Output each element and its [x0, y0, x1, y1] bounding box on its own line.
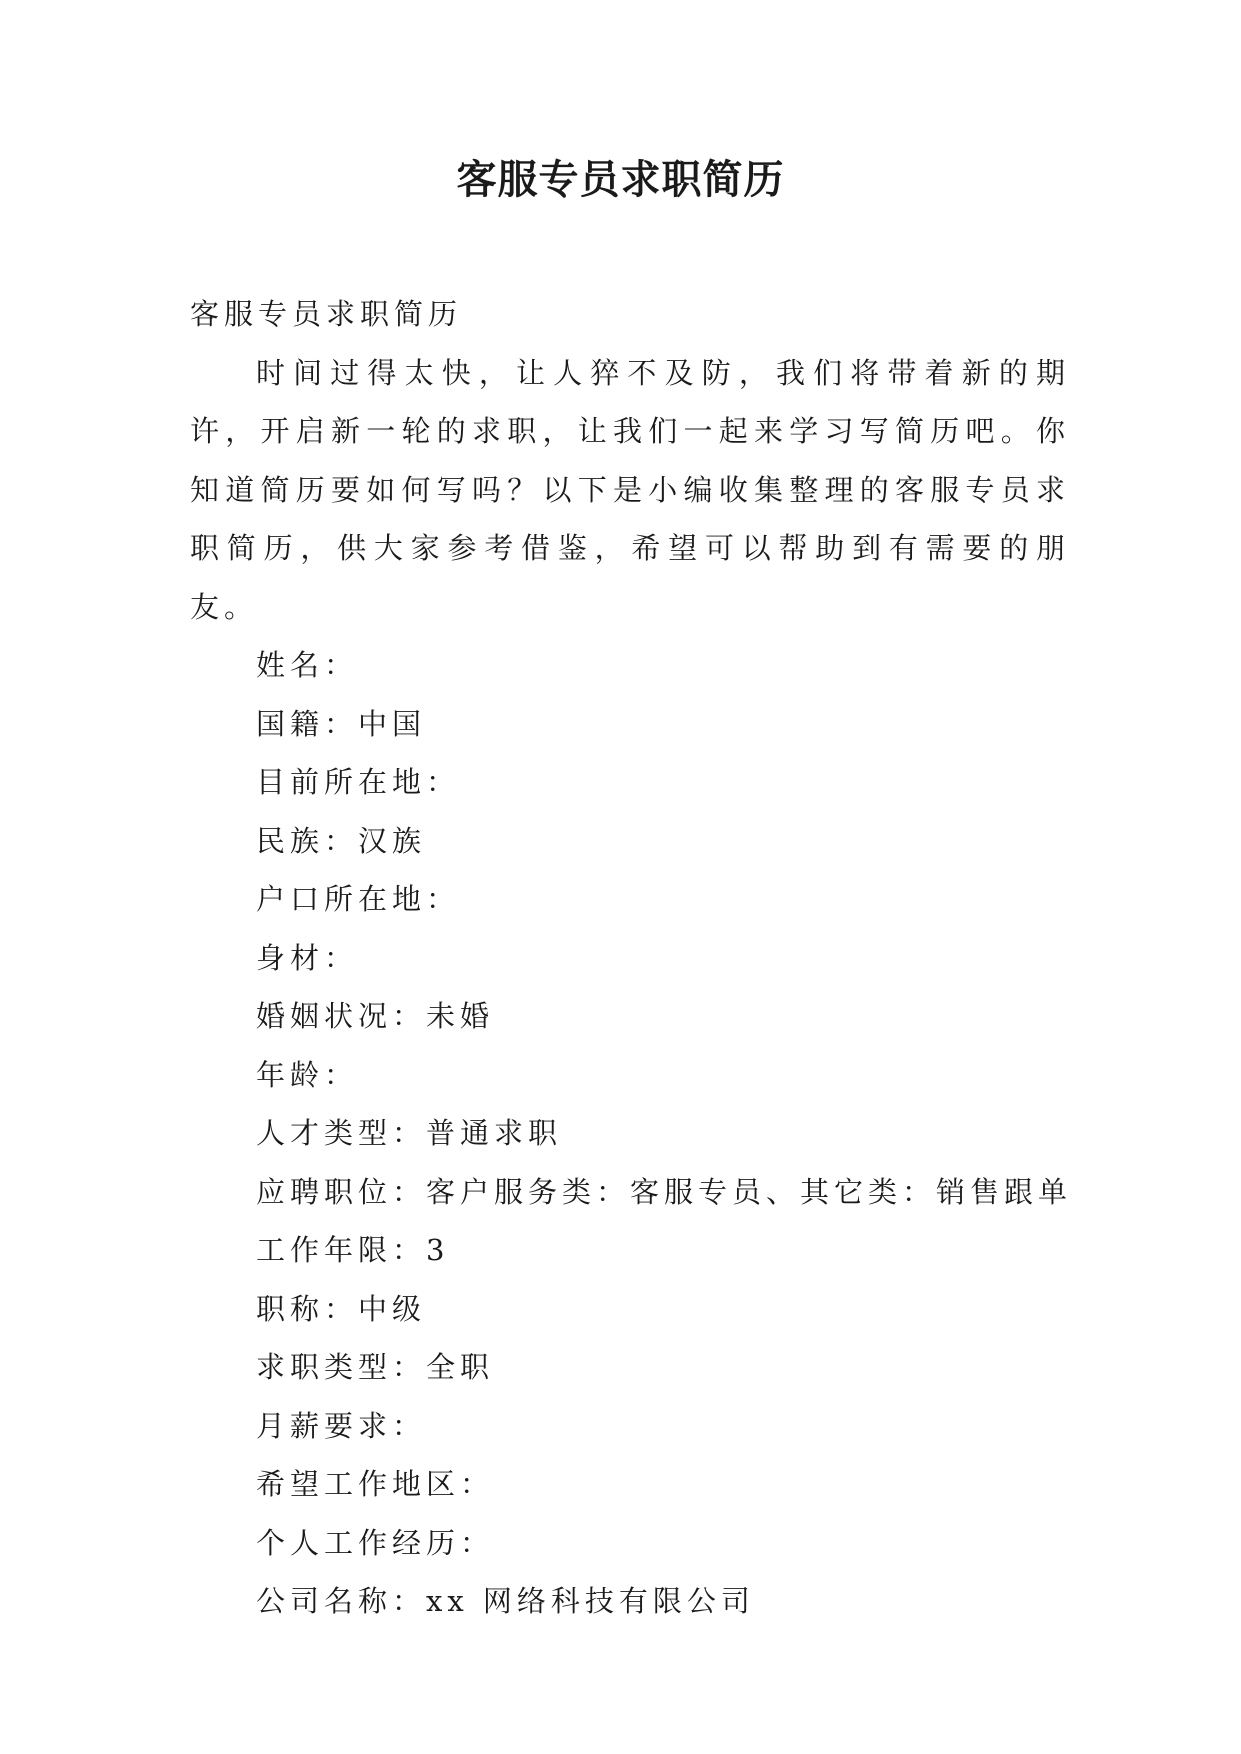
field-company-name: 公司名称：xx 网络科技有限公司 [256, 1584, 755, 1618]
field-job-type: 求职类型：全职 [256, 1350, 495, 1384]
field-age: 年龄： [256, 1057, 359, 1092]
field-work-experience: 个人工作经历： [256, 1525, 495, 1560]
field-desired-region: 希望工作地区： [256, 1467, 495, 1501]
field-title: 职称：中级 [256, 1291, 427, 1326]
field-build: 身材： [256, 940, 359, 975]
field-talent-type: 人才类型：普通求职 [256, 1116, 563, 1150]
field-household-registration: 户口所在地： [256, 882, 461, 916]
field-ethnicity: 民族：汉族 [256, 823, 427, 858]
field-name: 姓名： [256, 648, 359, 682]
field-salary-requirement: 月薪要求： [256, 1408, 427, 1443]
document-body [190, 285, 1073, 1631]
intro-paragraph: 时间过得太快，让人猝不及防，我们将带着新的期许，开启新一轮的求职，让我们一起来学习写简历吧。你知道简历要如何写吗？以下是小编收集整理的客服专员求职简历，供大家参考借鉴，希望可以帮助到有需要的朋友。 [190, 355, 1070, 624]
field-marital-status: 婚姻状况：未婚 [256, 999, 495, 1033]
field-current-location: 目前所在地： [256, 765, 461, 799]
document-subtitle: 客服专员求职简历 [190, 297, 463, 331]
field-years-of-work: 工作年限：3 [256, 1233, 450, 1267]
field-nationality: 国籍：中国 [256, 706, 427, 741]
document-title: 客服专员求职简历 [456, 156, 785, 203]
field-applied-position: 应聘职位：客户服务类：客服专员、其它类：销售跟单 [256, 1174, 1073, 1209]
